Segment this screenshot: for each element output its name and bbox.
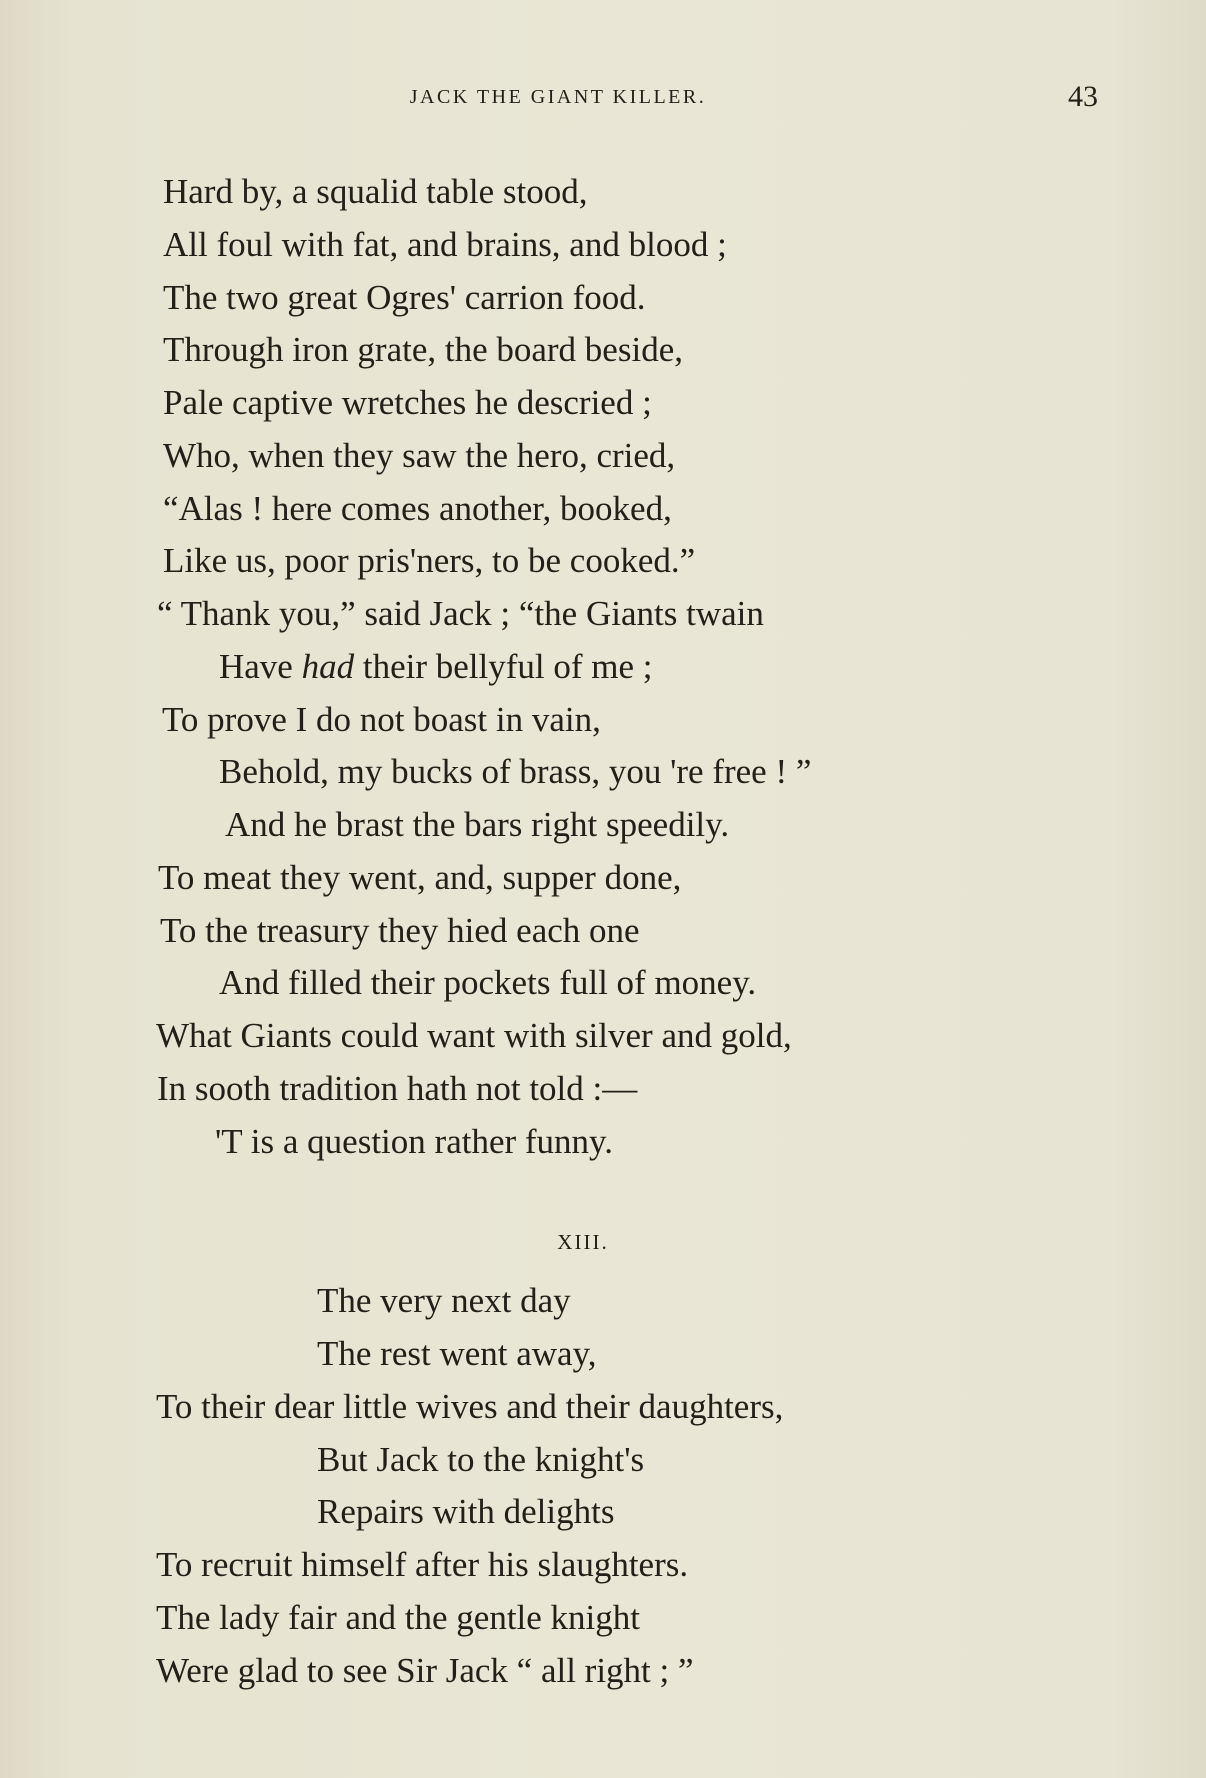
verse-line: The very next day [317,1281,571,1320]
verse-line: To their dear little wives and their daughters, [156,1387,784,1426]
verse-line: Like us, poor pris'ners, to be cooked.” [163,541,696,580]
verse-line: But Jack to the knight's [317,1440,645,1479]
verse-line: And he brast the bars right speedily. [225,805,730,844]
verse-line: In sooth tradition hath not told :— [157,1069,638,1108]
verse-line: “Alas ! here comes another, booked, [163,489,672,528]
verse-line: The lady fair and the gentle knight [156,1598,641,1637]
verse-line: Pale captive wretches he descried ; [163,383,652,422]
verse-line: Hard by, a squalid table stood, [163,172,588,211]
verse-line: To meat they went, and, supper done, [158,858,682,897]
verse-line: Repairs with delights [317,1492,615,1531]
verse-line: The two great Ogres' carrion food. [163,278,646,317]
verse-line: To the treasury they hied each one [160,911,640,950]
verse-line: “ Thank you,” said Jack ; “the Giants twain [157,594,764,633]
running-head-title: JACK THE GIANT KILLER. [409,86,707,108]
verse-line: Through iron grate, the board beside, [163,330,683,369]
verse-line: Behold, my bucks of brass, you 're free ! ” [219,752,812,791]
verse-line: To recruit himself after his slaughters. [156,1545,689,1584]
verse-line: Were glad to see Sir Jack “ all right ; ” [156,1651,694,1690]
verse-line: Have had their bellyful of me ; [219,647,653,686]
emphasized-word: had [301,647,355,686]
verse-line: To prove I do not boast in vain, [162,700,601,739]
page-number: 43 [1068,80,1098,113]
verse-line: What Giants could want with silver and gold, [156,1016,792,1055]
verse-line: All foul with fat, and brains, and blood ; [163,225,727,264]
verse-line: Who, when they saw the hero, cried, [163,436,676,475]
verse-line: And filled their pockets full of money. [219,963,757,1002]
verse-line: The rest went away, [317,1334,597,1373]
verse-line: 'T is a question rather funny. [215,1122,614,1161]
section-heading: XIII. [557,1230,609,1254]
